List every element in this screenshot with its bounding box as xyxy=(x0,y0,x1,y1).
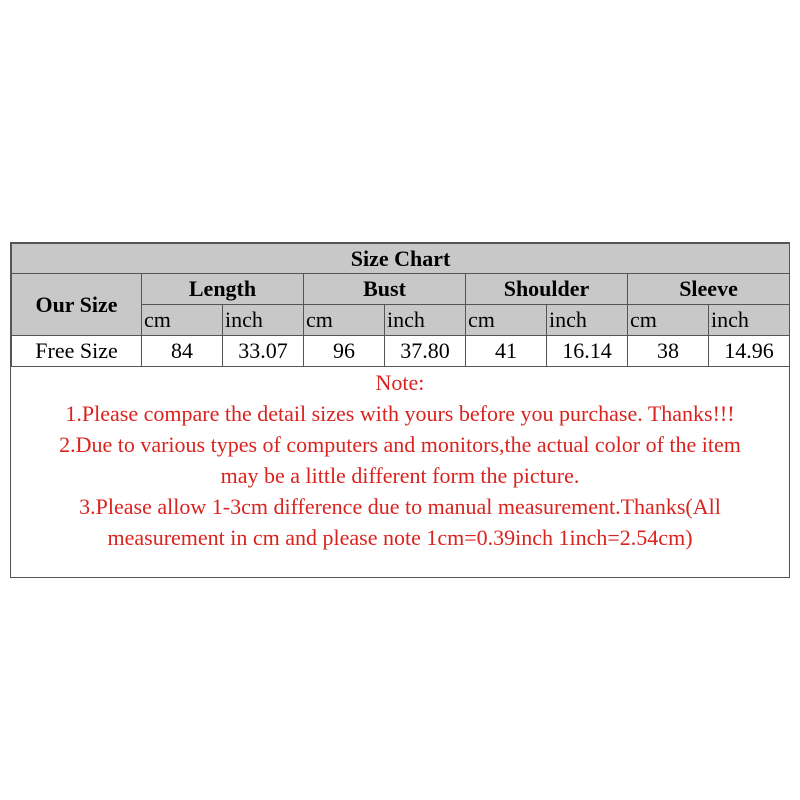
size-label: Free Size xyxy=(12,336,142,367)
size-chart-title: Size Chart xyxy=(12,244,790,274)
length-inch-unit: inch xyxy=(223,305,304,336)
bust-cm-value: 96 xyxy=(304,336,385,367)
note-heading: Note: xyxy=(375,370,425,395)
note-line-5: measurement in cm and please note 1cm=0.39inch 1inch=2.54cm) xyxy=(107,525,693,550)
note-line-3: may be a little different form the picture. xyxy=(220,463,580,488)
sleeve-cm-unit: cm xyxy=(628,305,709,336)
bust-inch-value: 37.80 xyxy=(385,336,466,367)
shoulder-cm-value: 41 xyxy=(466,336,547,367)
length-cm-unit: cm xyxy=(142,305,223,336)
length-cm-value: 84 xyxy=(142,336,223,367)
sleeve-cm-value: 38 xyxy=(628,336,709,367)
shoulder-header: Shoulder xyxy=(466,274,628,305)
note-section xyxy=(11,367,789,553)
shoulder-inch-unit: inch xyxy=(547,305,628,336)
length-header: Length xyxy=(142,274,304,305)
size-chart-container xyxy=(10,242,790,578)
length-inch-value: 33.07 xyxy=(223,336,304,367)
note-line-4: 3.Please allow 1-3cm difference due to manual measurement.Thanks(All xyxy=(79,494,721,519)
bust-cm-unit: cm xyxy=(304,305,385,336)
bust-header: Bust xyxy=(304,274,466,305)
group-header-row xyxy=(12,274,790,305)
our-size-header: Our Size xyxy=(12,274,142,336)
shoulder-inch-value: 16.14 xyxy=(547,336,628,367)
size-chart-table xyxy=(11,243,790,367)
shoulder-cm-unit: cm xyxy=(466,305,547,336)
table-row xyxy=(12,336,790,367)
sleeve-inch-value: 14.96 xyxy=(709,336,790,367)
sleeve-inch-unit: inch xyxy=(709,305,790,336)
bust-inch-unit: inch xyxy=(385,305,466,336)
note-line-2: 2.Due to various types of computers and monitors,the actual color of the item xyxy=(59,432,741,457)
sleeve-header: Sleeve xyxy=(628,274,790,305)
note-line-1: 1.Please compare the detail sizes with yours before you purchase. Thanks!!! xyxy=(65,401,735,426)
title-row xyxy=(12,244,790,274)
